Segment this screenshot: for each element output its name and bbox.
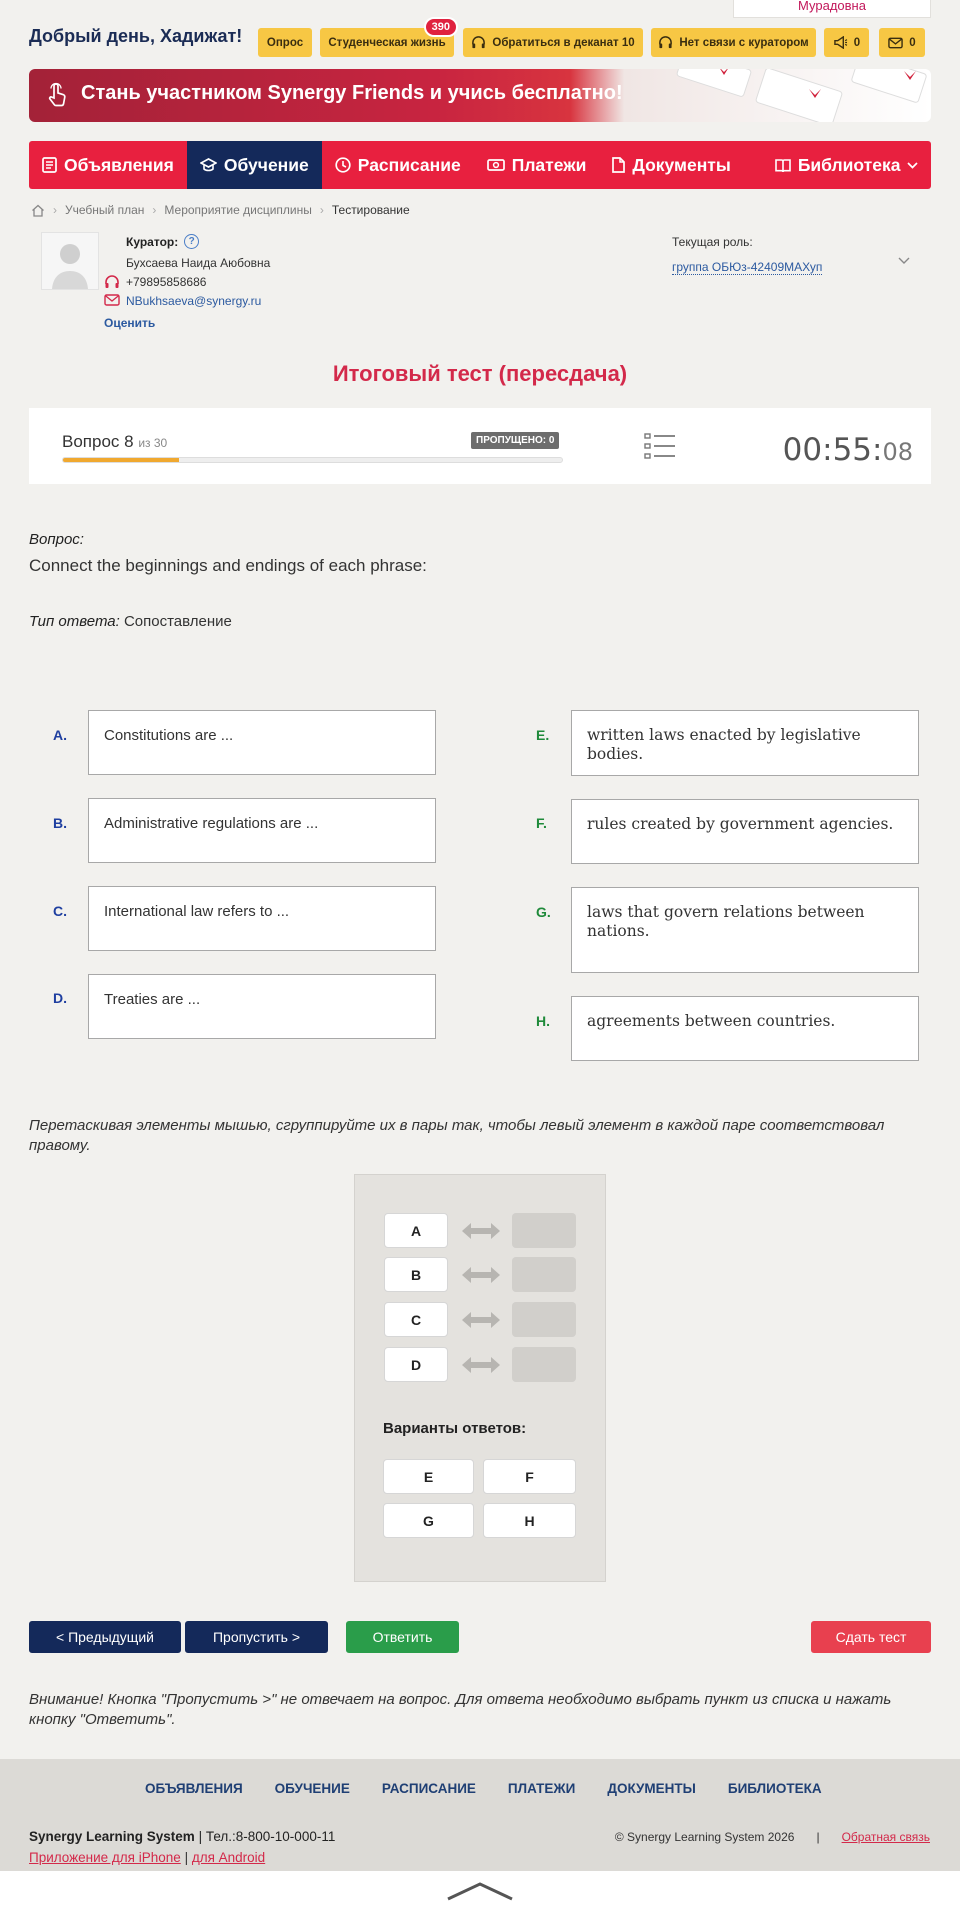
graduation-cap-icon: [200, 158, 217, 173]
pair-drop-slot[interactable]: [512, 1302, 576, 1337]
curator-name: Бухсаева Наида Аюбовна: [126, 256, 271, 270]
answer-type: [29, 613, 232, 630]
clock-icon: [335, 157, 351, 173]
right-option-g: laws that govern relations between nations.: [571, 887, 919, 973]
left-option-a: Constitutions are ...: [88, 710, 436, 775]
chevron-down-icon: [907, 162, 918, 169]
question-status-panel: [29, 408, 931, 484]
document-icon: [612, 157, 625, 173]
main-nav: [29, 141, 931, 189]
breadcrumb-study-plan[interactable]: Учебный план: [65, 203, 145, 217]
previous-question-button[interactable]: < Предыдущий: [29, 1621, 181, 1653]
footer-link-announcements[interactable]: ОБЪЯВЛЕНИЯ: [145, 1781, 243, 1796]
nav-item-announcements[interactable]: [29, 141, 187, 189]
mail-icon: [104, 294, 120, 306]
question-label: Вопрос:: [29, 531, 84, 548]
skipped-badge: ПРОПУЩЕНО: 0: [471, 432, 559, 449]
footer-separator: |: [184, 1850, 192, 1865]
pair-item-d[interactable]: D: [384, 1347, 448, 1382]
test-title: Итоговый тест (пересдача): [332, 361, 628, 386]
right-option-h: agreements between countries.: [571, 996, 919, 1061]
current-role-select[interactable]: группа ОБЮз-42409МАХуп: [672, 260, 823, 274]
student-life-label: Студенческая жизнь: [328, 36, 446, 49]
pair-item-c[interactable]: C: [384, 1302, 448, 1337]
option-letter: H.: [536, 1013, 550, 1029]
home-icon[interactable]: [31, 204, 45, 217]
answer-button[interactable]: Ответить: [346, 1621, 459, 1653]
option-letter: D.: [53, 990, 67, 1006]
greeting: Добрый день, Хадижат!: [29, 26, 243, 46]
footer-app-links: [29, 1850, 265, 1865]
nav-item-label: Документы: [632, 154, 731, 175]
option-letter: E.: [536, 727, 550, 743]
submit-test-button[interactable]: Сдать тест: [811, 1621, 931, 1653]
pair-item-a[interactable]: A: [384, 1213, 448, 1248]
breadcrumb: [31, 203, 410, 217]
left-option-c: International law refers to ...: [88, 886, 436, 951]
variant-e[interactable]: E: [383, 1459, 474, 1494]
option-letter: G.: [536, 904, 551, 920]
variant-f[interactable]: F: [483, 1459, 576, 1494]
curator-label-text: Куратор:: [126, 234, 179, 249]
rate-curator-link[interactable]: Оценить: [104, 316, 156, 330]
feedback-link[interactable]: Обратная связь: [841, 1830, 930, 1844]
right-option-f: rules created by government agencies.: [571, 799, 919, 864]
nav-item-label: Объявления: [64, 154, 174, 175]
right-option-e: written laws enacted by legislative bodies.: [571, 710, 919, 776]
scroll-to-top-icon[interactable]: [446, 1880, 514, 1902]
question-number: Вопрос 8: [62, 432, 134, 451]
question-counter: [62, 432, 167, 452]
current-role-label: Текущая роль:: [672, 235, 753, 249]
mail-icon: [888, 37, 903, 49]
double-arrow-icon: [461, 1356, 501, 1374]
curator-phone[interactable]: +79895858686: [126, 275, 207, 289]
book-icon: [775, 158, 791, 173]
curator-email[interactable]: NBukhsaeva@synergy.ru: [126, 294, 262, 308]
keyboard-keys-image: [649, 69, 931, 122]
footer-separator: |: [198, 1829, 206, 1844]
nav-item-label: Библиотека: [797, 154, 901, 175]
footer-separator: |: [816, 1830, 820, 1844]
breadcrumb-testing: Тестирование: [331, 203, 410, 217]
person-silhouette-icon: [42, 233, 98, 289]
double-arrow-icon: [461, 1266, 501, 1284]
curator-label: [126, 234, 199, 249]
user-name-label: Мурадовна: [798, 0, 866, 13]
footer-system-name: Synergy Learning System: [29, 1829, 195, 1844]
question-list-icon[interactable]: [644, 432, 676, 460]
timer-seconds: 08: [882, 438, 913, 466]
contact-dean-button[interactable]: [463, 28, 643, 57]
footer-link-library[interactable]: БИБЛИОТЕКА: [727, 1781, 822, 1796]
double-arrow-icon: [461, 1222, 501, 1240]
option-letter: F.: [536, 815, 547, 831]
footer-link-payments[interactable]: ПЛАТЕЖИ: [507, 1781, 576, 1796]
question-text: Connect the beginnings and endings of each phrase:: [29, 556, 427, 575]
timer-main: 00:55:: [782, 432, 883, 468]
left-option-d: Treaties are ...: [88, 974, 436, 1039]
headset-icon: [658, 35, 673, 50]
money-icon: [487, 158, 505, 172]
nav-item-library[interactable]: [762, 141, 932, 189]
contact-dean-label: Обратиться в деканат 10: [492, 36, 635, 49]
messages-counter-button[interactable]: [879, 28, 925, 57]
footer-phone: Тел.:8-800-10-000-11: [205, 1829, 336, 1844]
footer-nav: [145, 1781, 822, 1796]
drag-instruction: Перетаскивая элементы мышью, сгруппируйте их в пары так, чтобы левый элемент в каждой паре соответствовал правому.: [29, 1117, 885, 1154]
no-curator-contact-button[interactable]: [651, 28, 816, 57]
messages-count: 0: [909, 36, 916, 49]
test-timer: [783, 432, 913, 468]
variant-g[interactable]: G: [383, 1503, 474, 1538]
no-curator-contact-label: Нет связи с куратором: [679, 36, 809, 49]
survey-label: Опрос: [266, 36, 304, 49]
footer: [0, 1759, 960, 1871]
variants-label: Варианты ответов:: [383, 1420, 527, 1437]
footer-link-schedule[interactable]: РАСПИСАНИЕ: [381, 1781, 476, 1796]
user-name-tab[interactable]: [733, 0, 931, 18]
banner-text: Стань участником Synergy Friends и учись бесплатно!: [81, 82, 623, 104]
matching-area: [354, 1174, 606, 1582]
survey-button[interactable]: [258, 28, 312, 57]
question-total: из 30: [138, 436, 168, 450]
help-icon[interactable]: ?: [184, 234, 199, 249]
nav-item-label: Расписание: [357, 154, 461, 175]
curator-avatar: [41, 232, 99, 290]
nav-item-label: Платежи: [511, 154, 587, 175]
chevron-right-icon: ›: [152, 203, 157, 217]
footer-info: [29, 1829, 335, 1844]
skip-question-button[interactable]: Пропустить >: [185, 1621, 328, 1653]
answer-type-value: Сопоставление: [123, 613, 232, 630]
chevron-right-icon: ›: [319, 203, 324, 217]
skip-warning: Внимание! Кнопка "Пропустить >" не отвечает на вопрос. Для ответа необходимо выбрать пункт из списка и нажать кнопку "Ответить".: [29, 1691, 892, 1728]
promo-banner[interactable]: [29, 69, 931, 122]
pair-drop-slot[interactable]: [512, 1347, 576, 1382]
footer-link-education[interactable]: ОБУЧЕНИЕ: [274, 1781, 350, 1796]
nav-item-payments[interactable]: [474, 141, 600, 189]
answer-type-label: Тип ответа:: [29, 613, 120, 630]
announcements-counter-button[interactable]: [824, 28, 869, 57]
nav-item-label: Обучение: [223, 154, 309, 175]
headset-icon: [471, 35, 486, 50]
pointer-hand-icon: [47, 82, 67, 108]
announcements-icon: [42, 157, 57, 173]
footer-link-documents[interactable]: ДОКУМЕНТЫ: [607, 1781, 696, 1796]
test-progress-bar: [62, 457, 563, 463]
pair-item-b[interactable]: B: [384, 1257, 448, 1292]
iphone-app-link[interactable]: Приложение для iPhone: [29, 1850, 181, 1865]
variant-h[interactable]: H: [483, 1503, 576, 1538]
double-arrow-icon: [461, 1311, 501, 1329]
megaphone-icon: [833, 36, 848, 49]
left-option-b: Administrative regulations are ...: [88, 798, 436, 863]
option-letter: C.: [53, 903, 67, 919]
student-life-button[interactable]: [320, 21, 454, 57]
chevron-down-icon[interactable]: [898, 257, 910, 265]
pair-drop-slot[interactable]: [512, 1213, 576, 1248]
nav-item-schedule[interactable]: [322, 141, 474, 189]
notification-badge: 390: [424, 17, 458, 37]
nav-item-documents[interactable]: [599, 141, 743, 189]
footer-copyright: © Synergy Learning System 2026: [614, 1830, 795, 1844]
android-app-link[interactable]: для Android: [191, 1850, 266, 1865]
breadcrumb-discipline-event[interactable]: Мероприятие дисциплины: [164, 203, 312, 217]
headset-icon: [104, 274, 120, 289]
option-letter: B.: [53, 815, 67, 831]
pair-drop-slot[interactable]: [512, 1257, 576, 1292]
test-progress-fill: [63, 458, 179, 462]
footer-copyright-block: [615, 1830, 930, 1844]
chevron-right-icon: ›: [53, 203, 57, 217]
nav-item-education[interactable]: [187, 141, 322, 189]
announcements-count: 0: [853, 36, 861, 49]
option-letter: A.: [53, 727, 67, 743]
